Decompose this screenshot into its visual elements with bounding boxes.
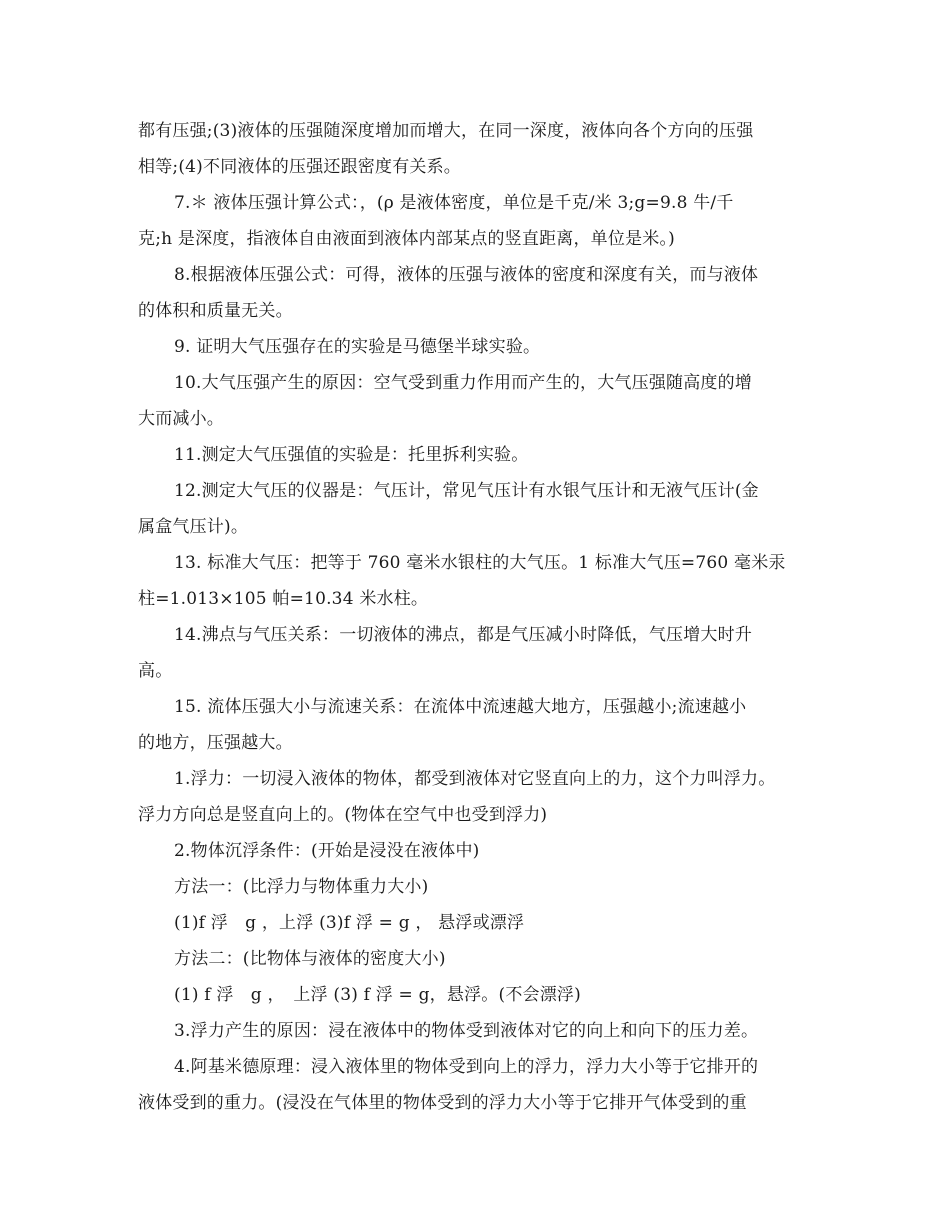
text-line: 柱=1.013×105 帕=10.34 米水柱。 xyxy=(138,589,429,609)
text-line: (1) f 浮 g ， 上浮 (3) f 浮 = g，悬浮。(不会漂浮) xyxy=(174,985,581,1005)
text-line: 10.大气压强产生的原因：空气受到重力作用而产生的，大气压强随高度的增 xyxy=(174,373,753,393)
text-line: 11.测定大气压强值的实验是：托里拆利实验。 xyxy=(174,445,529,465)
document-body xyxy=(138,113,830,1121)
text-line: 的地方，压强越大。 xyxy=(138,733,293,753)
text-line: 都有压强;(3)液体的压强随深度增加而增大，在同一深度，液体向各个方向的压强 xyxy=(138,121,754,141)
text-line: 大而减小。 xyxy=(138,409,224,429)
text-line: 方法一：(比浮力与物体重力大小) xyxy=(174,877,429,897)
text-line: 3.浮力产生的原因：浸在液体中的物体受到液体对它的向上和向下的压力差。 xyxy=(174,1021,759,1041)
text-line: 14.沸点与气压关系：一切液体的沸点，都是气压减小时降低，气压增大时升 xyxy=(174,625,753,645)
text-line: 属盒气压计)。 xyxy=(138,517,249,537)
text-line: 8.根据液体压强公式：可得，液体的压强与液体的密度和深度有关，而与液体 xyxy=(174,265,759,285)
text-line: 方法二：(比物体与液体的密度大小) xyxy=(174,949,446,969)
text-line: 浮力方向总是竖直向上的。(物体在空气中也受到浮力) xyxy=(138,805,548,825)
text-line: 的体积和质量无关。 xyxy=(138,301,293,321)
text-line: 克;h 是深度，指液体自由液面到液体内部某点的竖直距离，单位是米。) xyxy=(138,229,676,249)
text-line: 9. 证明大气压强存在的实验是马德堡半球实验。 xyxy=(174,337,541,357)
text-line: 相等;(4)不同液体的压强还跟密度有关系。 xyxy=(138,157,462,177)
text-line: 4.阿基米德原理：浸入液体里的物体受到向上的浮力，浮力大小等于它排开的 xyxy=(174,1057,759,1077)
text-line: 7.＊ 液体压强计算公式：，(ρ 是液体密度，单位是千克/米 3;g=9.8 牛/千 xyxy=(174,193,734,213)
text-line: 13. 标准大气压：把等于 760 毫米水银柱的大气压。1 标准大气压=760 毫米汞 xyxy=(174,553,786,573)
text-line: 15. 流体压强大小与流速关系：在流体中流速越大地方，压强越小;流速越小 xyxy=(174,697,747,717)
text-line: 2.物体沉浮条件：(开始是浸没在液体中) xyxy=(174,841,480,861)
text-line: 高。 xyxy=(138,661,173,681)
text-line: 1.浮力：一切浸入液体的物体，都受到液体对它竖直向上的力，这个力叫浮力。 xyxy=(174,769,776,789)
text-line: 液体受到的重力。(浸没在气体里的物体受到的浮力大小等于它排开气体受到的重 xyxy=(138,1093,747,1113)
text-line: 12.测定大气压的仪器是：气压计，常见气压计有水银气压计和无液气压计(金 xyxy=(174,481,759,501)
text-line: (1)f 浮 g ，上浮 (3)f 浮 = g ， 悬浮或漂浮 xyxy=(174,913,525,933)
